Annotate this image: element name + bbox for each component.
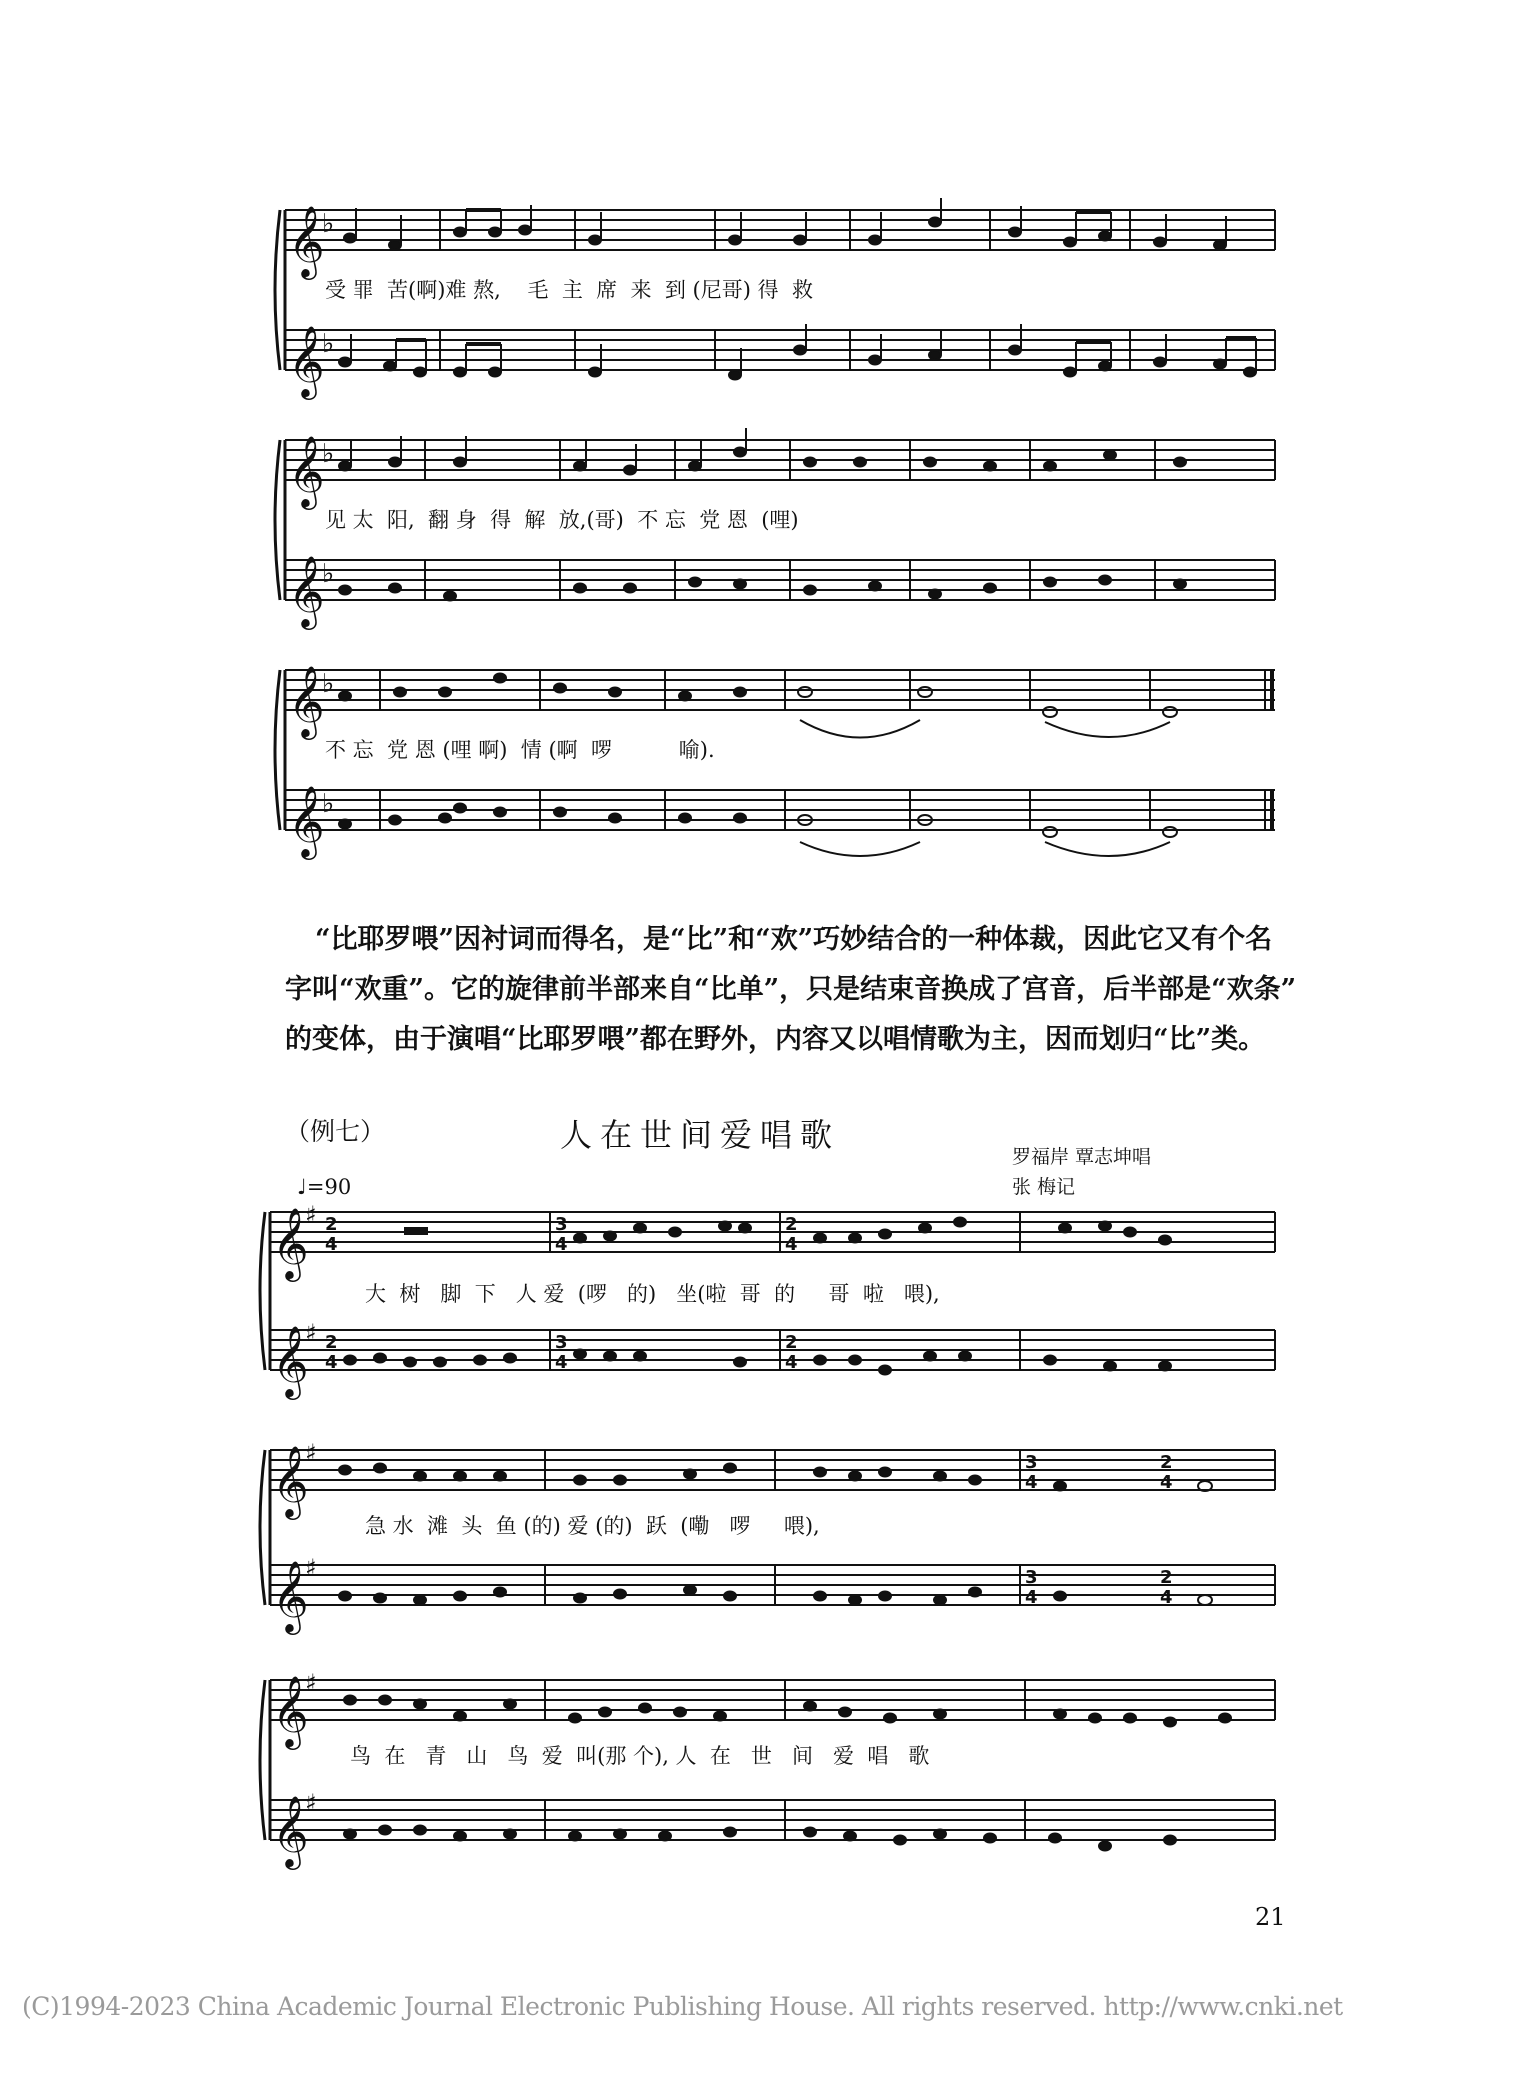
paragraph-line-1: “比耶罗喂”因衬词而得名，是“比”和“欢”巧妙结合的一种体裁，因此它又有个名 xyxy=(315,924,1273,955)
svg-text:2: 2 xyxy=(325,1332,338,1353)
svg-text:𝄞: 𝄞 xyxy=(288,784,325,857)
svg-text:3: 3 xyxy=(1025,1452,1038,1473)
svg-text:♯: ♯ xyxy=(305,1319,317,1347)
svg-text:3: 3 xyxy=(555,1214,568,1235)
paragraph-line-3: 的变体，由于演唱“比耶罗喂”都在野外，内容又以唱情歌为主，因而划归“比”类。 xyxy=(285,1024,1266,1055)
svg-text:♯: ♯ xyxy=(305,1789,317,1817)
song-title: 人在世间爱唱歌 xyxy=(560,1116,841,1154)
svg-text:𝄞: 𝄞 xyxy=(272,1559,309,1632)
svg-text:2: 2 xyxy=(1160,1452,1173,1473)
svg-text:4: 4 xyxy=(1025,1587,1038,1608)
svg-text:𝄞: 𝄞 xyxy=(288,204,325,277)
svg-text:𝄞: 𝄞 xyxy=(272,1324,309,1397)
svg-text:3: 3 xyxy=(555,1332,568,1353)
svg-text:♭: ♭ xyxy=(322,789,335,819)
svg-text:♯: ♯ xyxy=(305,1669,317,1697)
svg-text:♯: ♯ xyxy=(305,1554,317,1582)
score-b-lyrics-2: 急 水 滩 头 鱼 (的) 爱 (的) 跃 (嘞 啰 喂), xyxy=(365,1514,820,1538)
svg-text:♭: ♭ xyxy=(322,669,335,699)
svg-text:𝄞: 𝄞 xyxy=(272,1206,309,1279)
svg-text:♯: ♯ xyxy=(305,1201,317,1229)
score-a-lyrics-3: 不 忘 党 恩 (哩 啊) 情 (啊 啰 喻). xyxy=(325,738,715,762)
svg-text:♭: ♭ xyxy=(322,329,335,359)
svg-text:3: 3 xyxy=(1025,1567,1038,1588)
svg-text:𝄞: 𝄞 xyxy=(288,664,325,737)
svg-text:4: 4 xyxy=(325,1234,338,1255)
svg-text:4: 4 xyxy=(555,1352,568,1373)
svg-text:2: 2 xyxy=(785,1332,798,1353)
svg-text:𝄞: 𝄞 xyxy=(272,1794,309,1867)
example-label: （例七） xyxy=(285,1117,386,1146)
svg-text:4: 4 xyxy=(1160,1472,1173,1493)
svg-text:𝄞: 𝄞 xyxy=(288,324,325,397)
svg-text:4: 4 xyxy=(785,1234,798,1255)
credits-singers: 罗福岸 覃志坤唱 xyxy=(1012,1146,1152,1168)
paragraph-line-2: 字叫“欢重”。它的旋律前半部来自“比单”，只是结束音换成了宫音，后半部是“欢条” xyxy=(285,974,1297,1005)
score-a-lyrics-1: 受 罪 苦(啊)难 熬, 毛 主 席 来 到 (尼哥) 得 救 xyxy=(325,278,813,302)
svg-text:𝄞: 𝄞 xyxy=(272,1674,309,1747)
svg-text:♭: ♭ xyxy=(322,209,335,239)
svg-text:4: 4 xyxy=(1025,1472,1038,1493)
svg-text:4: 4 xyxy=(785,1352,798,1373)
score-a-lyrics-2: 见 太 阳, 翻 身 得 解 放,(哥) 不 忘 党 恩 (哩) xyxy=(325,508,799,532)
copyright-footer: (C)1994-2023 China Academic Journal Electronic Publishing House. All rights reserved. http://www.cnki.net xyxy=(22,1992,1343,2021)
svg-text:♯: ♯ xyxy=(305,1439,317,1467)
svg-text:♭: ♭ xyxy=(322,439,335,469)
svg-text:2: 2 xyxy=(785,1214,798,1235)
svg-text:𝄞: 𝄞 xyxy=(288,554,325,627)
svg-text:4: 4 xyxy=(1160,1587,1173,1608)
svg-text:2: 2 xyxy=(325,1214,338,1235)
svg-text:𝄞: 𝄞 xyxy=(288,434,325,507)
svg-text:♭: ♭ xyxy=(322,559,335,589)
svg-text:4: 4 xyxy=(555,1234,568,1255)
svg-text:2: 2 xyxy=(1160,1567,1173,1588)
svg-text:𝄞: 𝄞 xyxy=(272,1444,309,1517)
score-b-lyrics-1: 大 树 脚 下 人 爱 (啰 的) 坐(啦 哥 的 哥 啦 喂), xyxy=(365,1282,940,1306)
page-number: 21 xyxy=(1255,1903,1286,1931)
tempo-marking: ♩=90 xyxy=(297,1175,352,1199)
score-b-lyrics-3: 鸟 在 青 山 鸟 爱 叫(那 个), 人 在 世 间 爱 唱 歌 xyxy=(350,1744,930,1768)
svg-text:4: 4 xyxy=(325,1352,338,1373)
credits-recorder: 张 梅记 xyxy=(1012,1176,1076,1198)
